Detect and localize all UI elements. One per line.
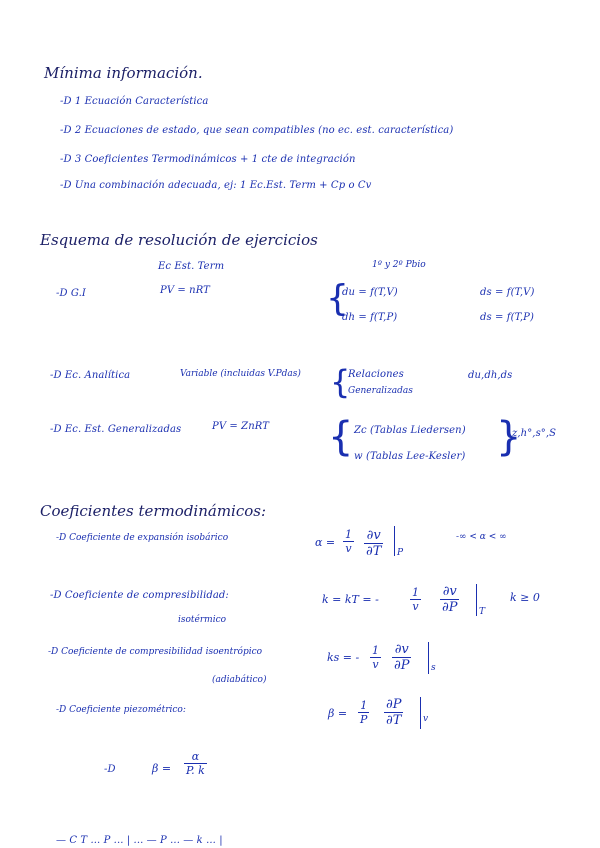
coef-sublabel: isotérmico bbox=[178, 615, 227, 625]
coef-lhs: β = bbox=[328, 707, 348, 720]
subscript: v bbox=[423, 714, 429, 724]
section-heading-min-info: Mínima información. bbox=[44, 64, 203, 82]
brace-item: dh = f(T,P) bbox=[342, 312, 398, 323]
fraction: $\frac{1}{v}$ bbox=[345, 528, 352, 555]
coef-lhs: k = kT = - bbox=[322, 593, 379, 606]
row-label: -D G.I bbox=[56, 288, 86, 299]
brace-item: du = f(T,V) bbox=[342, 287, 398, 298]
brace-item: w (Tablas Lee-Kesler) bbox=[354, 451, 466, 462]
beta-lhs: β = bbox=[152, 762, 172, 775]
coef-note: k ≥ 0 bbox=[510, 591, 540, 604]
beta-arrow: -D bbox=[104, 764, 116, 775]
fraction: $\frac{\alpha}{P. k}$ bbox=[186, 750, 205, 777]
coef-note: -∞ < α < ∞ bbox=[456, 532, 507, 542]
coef-label: -D Coeficiente piezométrico: bbox=[56, 705, 186, 715]
subscript: T bbox=[479, 607, 486, 617]
fraction: $\frac{1}{P}$ bbox=[360, 699, 368, 726]
row-equation: Variable (incluidas V.Pdas) bbox=[180, 369, 301, 379]
right-item: du,dh,ds bbox=[468, 370, 513, 381]
right-item: ds = f(T,V) bbox=[480, 287, 535, 298]
column-header: Ec Est. Term bbox=[158, 261, 225, 272]
right-item: z,h°,s°,S bbox=[512, 428, 557, 439]
list-item: -D Una combinación adecuada, ej: 1 Ec.Est. Term + Cp o Cv bbox=[60, 180, 372, 191]
coef-sublabel: (adiabático) bbox=[212, 675, 267, 685]
fraction: $\frac{1}{v}$ bbox=[372, 644, 379, 671]
fraction: $\frac{\partial v}{\partial T}$ bbox=[366, 528, 382, 559]
right-item: ds = f(T,P) bbox=[480, 312, 534, 323]
fraction: $\frac{\partial v}{\partial P}$ bbox=[394, 642, 410, 673]
brace-item: Generalizadas bbox=[348, 386, 413, 396]
brace-close-icon: } bbox=[496, 414, 522, 460]
coef-lhs: ks = - bbox=[327, 651, 360, 664]
coef-label: -D Coeficiente de compresibilidad isoentrópico bbox=[48, 647, 263, 657]
coef-label: -D Coeficiente de expansión isobárico bbox=[56, 533, 229, 543]
list-item: -D 1 Ecuación Característica bbox=[60, 96, 209, 107]
evaluation-bar bbox=[394, 526, 395, 556]
list-item: -D 3 Coeficientes Termodinámicos + 1 cte de integración bbox=[60, 154, 356, 165]
top-note: 1º y 2º Pbio bbox=[372, 260, 426, 270]
row-label: -D Ec. Est. Generalizadas bbox=[50, 424, 182, 435]
brace-item: Zc (Tablas Liedersen) bbox=[354, 425, 466, 436]
cut-off-line: — C T ... P ... | ... — P ... — k ... | bbox=[56, 835, 223, 846]
fraction: $\frac{1}{v}$ bbox=[412, 586, 419, 613]
brace-icon: { bbox=[328, 414, 354, 460]
row-equation: PV = ZnRT bbox=[212, 421, 269, 432]
brace-icon: { bbox=[326, 278, 349, 319]
list-item: -D 2 Ecuaciones de estado, que sean compatibles (no ec. est. característica) bbox=[60, 125, 454, 136]
evaluation-bar bbox=[476, 584, 477, 616]
fraction: $\frac{\partial P}{\partial T}$ bbox=[386, 697, 402, 728]
subscript: P bbox=[397, 548, 404, 558]
row-label: -D Ec. Analítica bbox=[50, 370, 131, 381]
coef-lhs: α = bbox=[315, 536, 336, 549]
coef-label: -D Coeficiente de compresibilidad: bbox=[50, 590, 229, 601]
evaluation-bar bbox=[428, 642, 429, 674]
fraction: $\frac{\partial v}{\partial P}$ bbox=[442, 584, 458, 615]
subscript: s bbox=[431, 663, 436, 673]
brace-item: Relaciones bbox=[348, 369, 404, 380]
section-heading-esquema: Esquema de resolución de ejercicios bbox=[40, 231, 318, 249]
brace-icon: { bbox=[330, 363, 351, 401]
section-heading-coef: Coeficientes termodinámicos: bbox=[40, 502, 267, 520]
evaluation-bar bbox=[420, 697, 421, 729]
row-equation: PV = nRT bbox=[160, 285, 210, 296]
